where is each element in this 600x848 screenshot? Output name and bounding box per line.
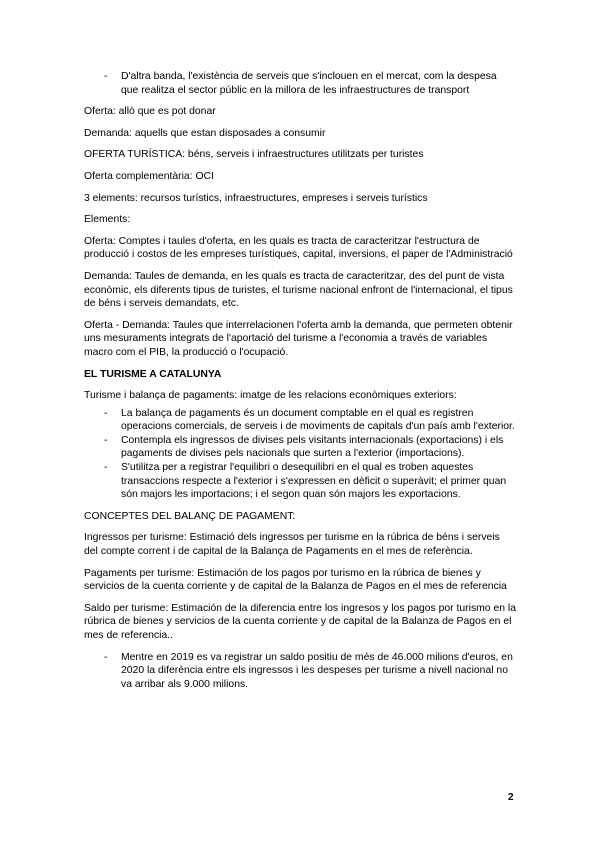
section-intro: Turisme i balança de pagaments: imatge de les relacions econòmiques exteriors:: [84, 390, 457, 402]
list-item-text: D'altra banda, l'existència de serveis que s'inclouen en el mercat, com la despesa que realitza el sector públic en la millora de les infraestructures de transport: [121, 71, 497, 96]
paragraph-ingressos: Ingressos per turisme: Estimació dels ingressos per turisme en la rúbrica de béns i serveis del compte corrent i de capital de la Balança de Pagaments en el mes de referència.: [84, 532, 500, 558]
dash-marker: -: [104, 434, 108, 446]
list-item-text: S'utilitza per a registrar l'equilibri o desequilibri en el qual es troben aquestes transaccions respecte a l'exterior i s'expressen en dèficit o superàvit; el primer quan són majors les importacions; i el segon quan són majors les exportacions.: [121, 462, 507, 501]
intro-bullet-list: [84, 70, 516, 97]
final-bullet-list: [84, 651, 516, 692]
section-heading: EL TURISME A CATALUNYA: [84, 368, 222, 380]
dash-marker: -: [104, 71, 108, 82]
paragraph-demanda-taules: Demanda: Taules de demanda, en les quals es tracta de caracteritzar, des del punt de vista econòmic, els diferents tipus de turistes, el turisme nacional enfront de l'internacional, el tipus de béns i serveis demandats, etc.: [84, 270, 513, 310]
page-content: [84, 70, 516, 699]
list-item: [84, 407, 516, 434]
list-item: [84, 70, 516, 97]
dash-marker: -: [104, 407, 108, 419]
page-number: 2: [508, 792, 514, 803]
paragraph-pagaments: Pagaments per turisme: Estimación de los pagos por turismo en la rúbrica de bienes y servicios de la cuenta corriente y de capital de la Balanza de Pagos en el mes de referencia: [84, 567, 507, 593]
list-item-text: Mentre en 2019 es va registrar un saldo positiu de més de 46.000 milions d'euros, en 2020 la diferència entre els ingressos i les despeses per turisme a nivell nacional no va arribar als 9.000 milions.: [121, 651, 513, 690]
paragraph-oferta-demanda: Oferta - Demanda: Taules que interrelacionen l'oferta amb la demanda, que permeten obtenir uns mesuraments integrats de l'aportació del turisme a l'economia a través de variables macro com el PIB, la producció o l'ocupació.: [84, 319, 513, 358]
dash-marker: -: [104, 462, 108, 474]
paragraph-oferta-taules: Oferta: Comptes i taules d'oferta, en les quals es tracta de caracteritzar l'estructura de producció i costos de les empreses turístiques, capital, inversions, el paper de l'Administració: [84, 235, 513, 261]
list-item-text: La balança de pagaments és un document comptable en el qual es registren operacions comercials, de serveis i de moviments de capitals d'un país amb l'exterior.: [121, 407, 515, 433]
section-bullet-list: [84, 407, 516, 502]
paragraph-conceptes: CONCEPTES DEL BALANÇ DE PAGAMENT:: [84, 510, 296, 522]
paragraph-oferta-complementaria: Oferta complementària: OCI: [84, 170, 214, 182]
paragraph-demanda: Demanda: aquells que estan disposades a consumir: [84, 127, 326, 139]
list-item: [84, 461, 516, 502]
paragraph-elements: Elements:: [84, 214, 131, 226]
dash-marker: -: [104, 651, 108, 663]
paragraph-oferta: Oferta: allò que es pot donar: [84, 106, 216, 118]
paragraph-oferta-turistica: OFERTA TURÍSTICA: béns, serveis i infraestructures utilitzats per turistes: [84, 149, 424, 161]
paragraph-3-elements: 3 elements: recursos turístics, infraestructures, empreses i serveis turístics: [84, 192, 428, 204]
list-item: [84, 434, 516, 461]
paragraph-saldo: Saldo per turisme: Estimación de la diferencia entre los ingresos y los pagos por turismo en la rúbrica de bienes y servicios de la cuenta corriente y de capital de la Balanza de Pagos en el mes de referencia..: [84, 602, 517, 641]
list-item: [84, 651, 516, 692]
list-item-text: Contempla els ingressos de divises pels visitants internacionals (exportacions) i els pagaments de divises pels nacionals que surten a l'exterior (importacions).: [121, 434, 504, 460]
